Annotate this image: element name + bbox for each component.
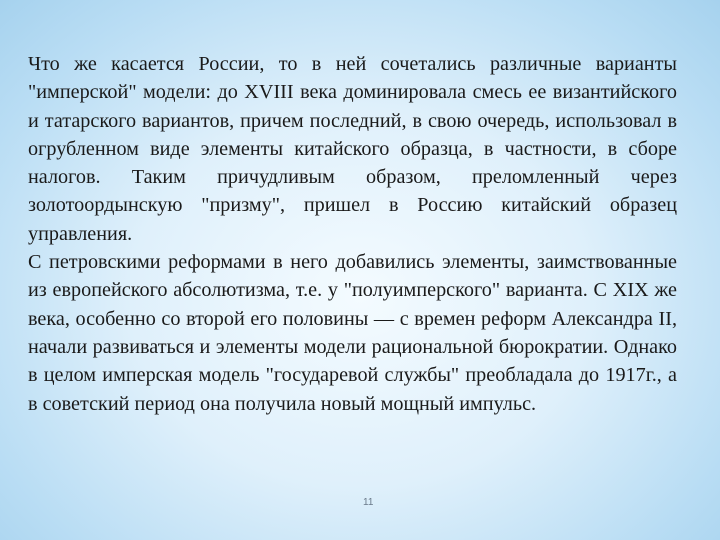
- paragraph-2: С петровскими реформами в него добавились элементы, заимствованные из европейского абсолютизма, т.е. у "полуимперского" варианта. С XIX же века, особенно со второй его половины — с времен реформ Александра II, начали развиваться и элементы модели рациональной бюрократии. Однако в целом имперская модель "государевой службы" преобладала до 1917г., а в советский период она получила новый мощный импульс.: [28, 251, 677, 415]
- slide-text-body: [28, 50, 677, 418]
- page-number: 11: [363, 497, 374, 508]
- paragraph-1: Что же касается России, то в ней сочетались различные варианты "имперской" модели: до XVIII века доминировала смесь ее византийского и татарского вариантов, причем последний, в свою очередь, использовал в огрубленном виде элементы китайского образца, в частности, в сборе налогов. Таким причудливым образом, преломленный через золотоордынскую "призму", пришел в Россию китайский образец управления.: [28, 53, 677, 245]
